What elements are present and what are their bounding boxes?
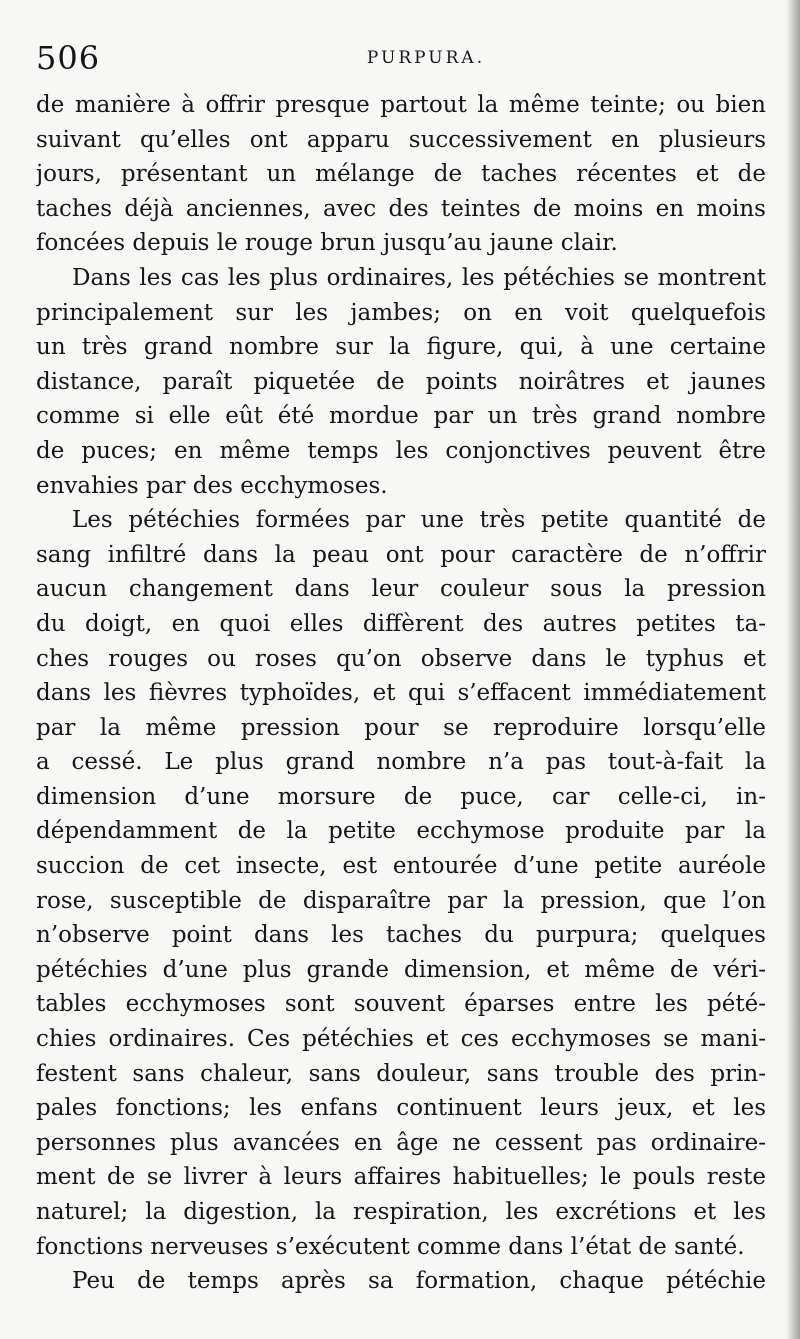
text-line: de puces; en même temps les conjonctives peuvent être bbox=[36, 437, 766, 464]
text-line: ment de se livrer à leurs affaires habituelles; le pouls reste bbox=[36, 1164, 766, 1191]
text-line: personnes plus avancées en âge ne cessent pas ordinaire- bbox=[36, 1129, 766, 1156]
text-line: pétéchies d’une plus grande dimension, et même de véri- bbox=[36, 956, 766, 983]
text-line: aucun changement dans leur couleur sous la pression bbox=[36, 576, 766, 603]
text-line: fonctions nerveuses s’exécutent comme dans l’état de santé. bbox=[36, 1233, 745, 1260]
text-line: n’observe point dans les taches du purpura; quelques bbox=[36, 922, 766, 949]
body-text bbox=[36, 88, 766, 1299]
text-line: principalement sur les jambes; on en voit quelquefois bbox=[36, 299, 766, 326]
text-line: festent sans chaleur, sans douleur, sans trouble des prin- bbox=[36, 1060, 766, 1087]
text-line: comme si elle eût été mordue par un très grand nombre bbox=[36, 403, 766, 430]
text-line: sang infiltré dans la peau ont pour caractère de n’offrir bbox=[36, 541, 766, 568]
text-line: dépendamment de la petite ecchymose produite par la bbox=[36, 818, 766, 845]
text-line: rose, susceptible de disparaître par la pression, que l’on bbox=[36, 887, 766, 914]
text-line: dans les fièvres typhoïdes, et qui s’effacent immédiatement bbox=[36, 680, 766, 707]
page-number: 506 bbox=[36, 39, 101, 77]
page-header bbox=[36, 38, 766, 78]
text-line: a cessé. Le plus grand nombre n’a pas tout-à-fait la bbox=[36, 749, 766, 776]
running-title: PURPURA. bbox=[366, 48, 486, 68]
text-line: foncées depuis le rouge brun jusqu’au jaune clair. bbox=[36, 230, 618, 257]
text-line: succion de cet insecte, est entourée d’une petite auréole bbox=[36, 853, 766, 880]
text-line: de manière à offrir presque partout la même teinte; ou bien bbox=[36, 92, 766, 118]
text-line: Peu de temps après sa formation, chaque pétéchie bbox=[72, 1268, 766, 1295]
text-line: distance, paraît piquetée de points noirâtres et jaunes bbox=[36, 368, 766, 395]
text-line: Les pétéchies formées par une très petite quantité de bbox=[72, 507, 766, 534]
text-line: Dans les cas les plus ordinaires, les pétéchies se montrent bbox=[72, 264, 766, 291]
text-line: du doigt, en quoi elles diffèrent des autres petites ta- bbox=[36, 610, 766, 637]
text-line: pales fonctions; les enfans continuent leurs jeux, et les bbox=[36, 1095, 766, 1122]
text-line: envahies par des ecchymoses. bbox=[36, 472, 388, 499]
text-line: tables ecchymoses sont souvent éparses entre les pété- bbox=[36, 991, 766, 1018]
text-line: naturel; la digestion, la respiration, les excrétions et les bbox=[36, 1199, 766, 1225]
text-line: ches rouges ou roses qu’on observe dans le typhus et bbox=[36, 645, 766, 672]
text-line: taches déjà anciennes, avec des teintes de moins en moins bbox=[36, 195, 766, 222]
text-line: jours, présentant un mélange de taches récentes et de bbox=[36, 161, 766, 188]
text-line: suivant qu’elles ont apparu successivement en plusieurs bbox=[36, 126, 766, 153]
text-line: dimension d’une morsure de puce, car celle-ci, in- bbox=[36, 783, 766, 810]
text-line: un très grand nombre sur la figure, qui, à une certaine bbox=[36, 334, 766, 361]
text-line: par la même pression pour se reproduire lorsqu’elle bbox=[36, 714, 766, 741]
text-line: chies ordinaires. Ces pétéchies et ces ecchymoses se mani- bbox=[36, 1026, 766, 1053]
